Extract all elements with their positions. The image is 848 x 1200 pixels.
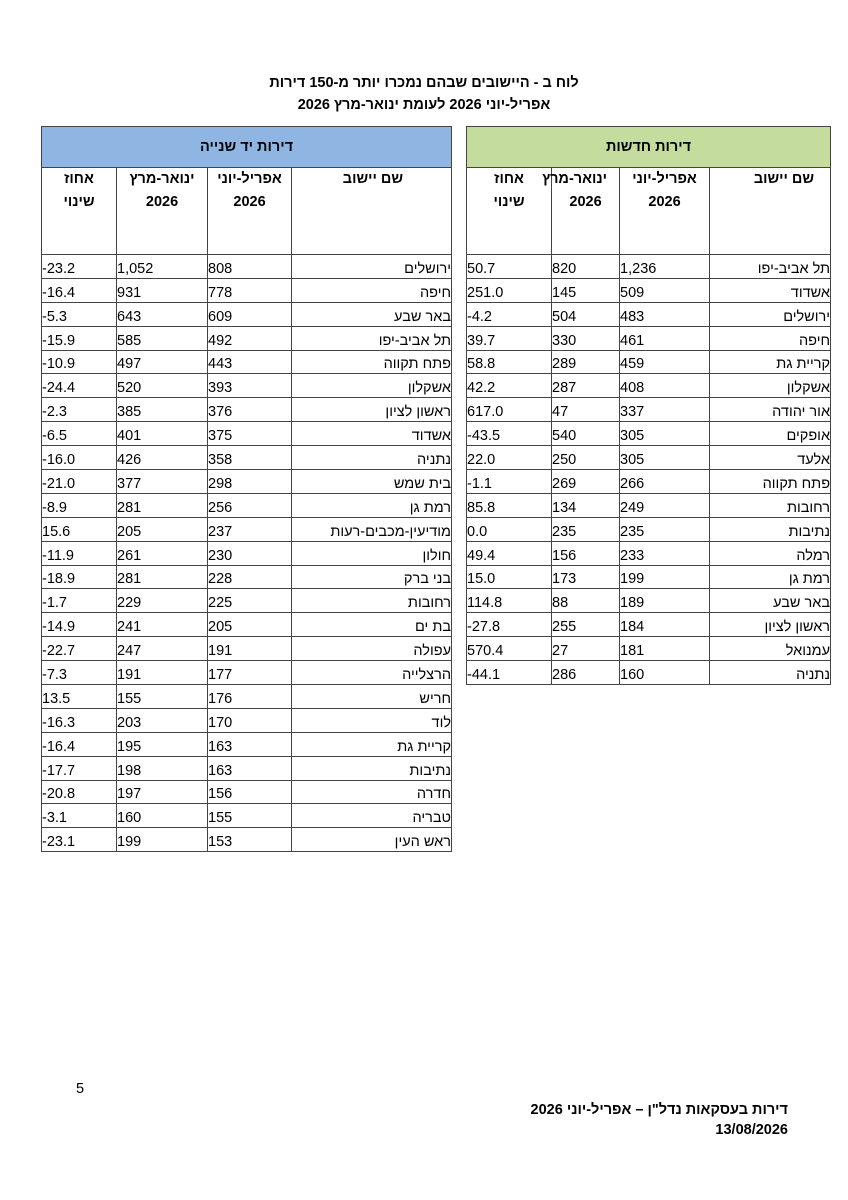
change-percent-cell: -3.1 bbox=[42, 804, 117, 828]
table-row bbox=[42, 661, 452, 685]
change-percent-cell: -18.9 bbox=[42, 565, 117, 589]
apr-jun-cell: 375 bbox=[208, 422, 292, 446]
jan-mar-cell: 173 bbox=[552, 565, 620, 589]
jan-mar-cell: 155 bbox=[117, 685, 208, 709]
jan-mar-cell: 820 bbox=[552, 255, 620, 279]
change-percent-cell: -44.1 bbox=[467, 661, 552, 685]
change-percent-cell: -23.1 bbox=[42, 828, 117, 852]
apr-jun-cell: 228 bbox=[208, 565, 292, 589]
jan-mar-cell: 426 bbox=[117, 446, 208, 470]
jan-mar-cell: 229 bbox=[117, 589, 208, 613]
settlement-name-cell: נתניה bbox=[292, 446, 452, 470]
change-percent-cell: 114.8 bbox=[467, 589, 552, 613]
jan-mar-cell: 286 bbox=[552, 661, 620, 685]
jan-mar-cell: 931 bbox=[117, 278, 208, 302]
apr-jun-cell: 305 bbox=[620, 446, 710, 470]
table-row bbox=[42, 804, 452, 828]
jan-mar-cell: 191 bbox=[117, 661, 208, 685]
table-row bbox=[42, 828, 452, 852]
jan-mar-cell: 241 bbox=[117, 613, 208, 637]
change-percent-cell: -17.7 bbox=[42, 756, 117, 780]
settlement-name-cell: פתח תקווה bbox=[710, 470, 831, 494]
apr-jun-cell: 189 bbox=[620, 589, 710, 613]
apr-jun-cell: 1,236 bbox=[620, 255, 710, 279]
jan-mar-cell: 27 bbox=[552, 637, 620, 661]
settlement-name-cell: תל אביב-יפו bbox=[292, 326, 452, 350]
jan-mar-cell: 643 bbox=[117, 302, 208, 326]
apr-jun-cell: 337 bbox=[620, 398, 710, 422]
change-percent-cell: -43.5 bbox=[467, 422, 552, 446]
header-jan-mar: ינואר-מרץ 2026 bbox=[552, 168, 620, 255]
apr-jun-cell: 358 bbox=[208, 446, 292, 470]
settlement-name-cell: ירושלים bbox=[710, 302, 831, 326]
table-row bbox=[467, 661, 831, 685]
jan-mar-cell: 235 bbox=[552, 517, 620, 541]
table-row bbox=[42, 708, 452, 732]
table-row bbox=[467, 541, 831, 565]
footer-date: 13/08/2026 bbox=[715, 1122, 788, 1138]
apr-jun-cell: 492 bbox=[208, 326, 292, 350]
table-row bbox=[42, 350, 452, 374]
change-percent-cell: 570.4 bbox=[467, 637, 552, 661]
apr-jun-cell: 266 bbox=[620, 470, 710, 494]
change-percent-cell: -6.5 bbox=[42, 422, 117, 446]
change-percent-cell: 617.0 bbox=[467, 398, 552, 422]
jan-mar-cell: 88 bbox=[552, 589, 620, 613]
change-percent-cell: 50.7 bbox=[467, 255, 552, 279]
table-row bbox=[467, 589, 831, 613]
apr-jun-cell: 156 bbox=[208, 780, 292, 804]
settlement-name-cell: בית שמש bbox=[292, 470, 452, 494]
apr-jun-cell: 184 bbox=[620, 613, 710, 637]
settlement-name-cell: אשדוד bbox=[292, 422, 452, 446]
table-row bbox=[42, 470, 452, 494]
jan-mar-cell: 205 bbox=[117, 517, 208, 541]
settlement-name-cell: נתיבות bbox=[710, 517, 831, 541]
settlement-name-cell: רמת גן bbox=[292, 493, 452, 517]
settlement-name-cell: הרצלייה bbox=[292, 661, 452, 685]
change-percent-cell: -16.3 bbox=[42, 708, 117, 732]
change-percent-cell: -2.3 bbox=[42, 398, 117, 422]
settlement-name-cell: תל אביב-יפו bbox=[710, 255, 831, 279]
apr-jun-cell: 778 bbox=[208, 278, 292, 302]
settlement-name-cell: בת ים bbox=[292, 613, 452, 637]
table-row bbox=[42, 374, 452, 398]
apr-jun-cell: 153 bbox=[208, 828, 292, 852]
table-row bbox=[467, 637, 831, 661]
apr-jun-cell: 191 bbox=[208, 637, 292, 661]
settlement-name-cell: פתח תקווה bbox=[292, 350, 452, 374]
jan-mar-cell: 199 bbox=[117, 828, 208, 852]
table-row bbox=[467, 470, 831, 494]
table-row bbox=[42, 278, 452, 302]
table-row bbox=[42, 780, 452, 804]
settlement-name-cell: ראש העין bbox=[292, 828, 452, 852]
used-apartments-rows bbox=[42, 255, 452, 852]
apr-jun-cell: 176 bbox=[208, 685, 292, 709]
settlement-name-cell: אשקלון bbox=[292, 374, 452, 398]
apr-jun-cell: 459 bbox=[620, 350, 710, 374]
jan-mar-cell: 281 bbox=[117, 493, 208, 517]
table-row bbox=[467, 350, 831, 374]
settlement-name-cell: אור יהודה bbox=[710, 398, 831, 422]
table-row bbox=[42, 613, 452, 637]
table-row bbox=[42, 589, 452, 613]
table-row bbox=[42, 565, 452, 589]
change-percent-cell: 251.0 bbox=[467, 278, 552, 302]
jan-mar-cell: 520 bbox=[117, 374, 208, 398]
table-title bbox=[0, 72, 848, 116]
table-row bbox=[467, 302, 831, 326]
jan-mar-cell: 145 bbox=[552, 278, 620, 302]
change-percent-cell: -16.4 bbox=[42, 732, 117, 756]
jan-mar-cell: 134 bbox=[552, 493, 620, 517]
table-row bbox=[42, 446, 452, 470]
settlement-name-cell: בני ברק bbox=[292, 565, 452, 589]
apr-jun-cell: 808 bbox=[208, 255, 292, 279]
settlement-name-cell: באר שבע bbox=[292, 302, 452, 326]
jan-mar-cell: 540 bbox=[552, 422, 620, 446]
table-row bbox=[467, 422, 831, 446]
apr-jun-cell: 393 bbox=[208, 374, 292, 398]
settlement-name-cell: רחובות bbox=[292, 589, 452, 613]
jan-mar-cell: 585 bbox=[117, 326, 208, 350]
jan-mar-cell: 385 bbox=[117, 398, 208, 422]
change-percent-cell: -24.4 bbox=[42, 374, 117, 398]
jan-mar-cell: 203 bbox=[117, 708, 208, 732]
change-percent-cell: 42.2 bbox=[467, 374, 552, 398]
change-percent-cell: 49.4 bbox=[467, 541, 552, 565]
used-apartments-band: דירות יד שנייה bbox=[42, 127, 452, 168]
jan-mar-cell: 250 bbox=[552, 446, 620, 470]
apr-jun-cell: 298 bbox=[208, 470, 292, 494]
apr-jun-cell: 163 bbox=[208, 756, 292, 780]
settlement-name-cell: חולון bbox=[292, 541, 452, 565]
table-row bbox=[42, 637, 452, 661]
settlement-name-cell: באר שבע bbox=[710, 589, 831, 613]
new-apartments-table bbox=[466, 126, 831, 685]
header-apr-jun: אפריל-יוני 2026 bbox=[620, 168, 710, 255]
change-percent-cell: 15.0 bbox=[467, 565, 552, 589]
settlement-name-cell: אשדוד bbox=[710, 278, 831, 302]
change-percent-cell: -22.7 bbox=[42, 637, 117, 661]
change-percent-cell: 58.8 bbox=[467, 350, 552, 374]
settlement-name-cell: ראשון לציון bbox=[710, 613, 831, 637]
apr-jun-cell: 609 bbox=[208, 302, 292, 326]
settlement-name-cell: חיפה bbox=[292, 278, 452, 302]
change-percent-cell: -14.9 bbox=[42, 613, 117, 637]
change-percent-cell: -8.9 bbox=[42, 493, 117, 517]
header-change-percent: אחוז שינוי bbox=[467, 168, 552, 255]
change-percent-cell: -7.3 bbox=[42, 661, 117, 685]
jan-mar-cell: 330 bbox=[552, 326, 620, 350]
table-row bbox=[42, 398, 452, 422]
jan-mar-cell: 1,052 bbox=[117, 255, 208, 279]
change-percent-cell: -20.8 bbox=[42, 780, 117, 804]
header-settlement-name: שם יישוב bbox=[292, 168, 452, 255]
settlement-name-cell: עפולה bbox=[292, 637, 452, 661]
jan-mar-cell: 504 bbox=[552, 302, 620, 326]
header-jan-mar: ינואר-מרץ 2026 bbox=[117, 168, 208, 255]
apr-jun-cell: 408 bbox=[620, 374, 710, 398]
change-percent-cell: -21.0 bbox=[42, 470, 117, 494]
settlement-name-cell: ראשון לציון bbox=[292, 398, 452, 422]
new-apartments-rows bbox=[467, 255, 831, 685]
settlement-name-cell: חדרה bbox=[292, 780, 452, 804]
apr-jun-cell: 181 bbox=[620, 637, 710, 661]
jan-mar-cell: 195 bbox=[117, 732, 208, 756]
table-row bbox=[42, 732, 452, 756]
change-percent-cell: 39.7 bbox=[467, 326, 552, 350]
jan-mar-cell: 160 bbox=[117, 804, 208, 828]
settlement-name-cell: חריש bbox=[292, 685, 452, 709]
table-row bbox=[42, 422, 452, 446]
table-row bbox=[42, 685, 452, 709]
jan-mar-cell: 401 bbox=[117, 422, 208, 446]
apr-jun-cell: 199 bbox=[620, 565, 710, 589]
apr-jun-cell: 230 bbox=[208, 541, 292, 565]
apr-jun-cell: 155 bbox=[208, 804, 292, 828]
jan-mar-cell: 497 bbox=[117, 350, 208, 374]
jan-mar-cell: 247 bbox=[117, 637, 208, 661]
table-row bbox=[467, 517, 831, 541]
apr-jun-cell: 376 bbox=[208, 398, 292, 422]
apr-jun-cell: 160 bbox=[620, 661, 710, 685]
table-row bbox=[467, 446, 831, 470]
settlement-name-cell: אופקים bbox=[710, 422, 831, 446]
table-row bbox=[42, 756, 452, 780]
change-percent-cell: -16.0 bbox=[42, 446, 117, 470]
table-row bbox=[467, 278, 831, 302]
table-row bbox=[42, 302, 452, 326]
change-percent-cell: 85.8 bbox=[467, 493, 552, 517]
page-number: 5 bbox=[76, 1081, 85, 1097]
header-change-percent: אחוז שינוי bbox=[42, 168, 117, 255]
apr-jun-cell: 483 bbox=[620, 302, 710, 326]
table-row bbox=[467, 565, 831, 589]
used-apartments-table bbox=[41, 126, 452, 852]
settlement-name-cell: נתיבות bbox=[292, 756, 452, 780]
change-percent-cell: 15.6 bbox=[42, 517, 117, 541]
settlement-name-cell: עמנואל bbox=[710, 637, 831, 661]
settlement-name-cell: אלעד bbox=[710, 446, 831, 470]
change-percent-cell: -1.7 bbox=[42, 589, 117, 613]
jan-mar-cell: 269 bbox=[552, 470, 620, 494]
table-row bbox=[467, 374, 831, 398]
jan-mar-cell: 261 bbox=[117, 541, 208, 565]
change-percent-cell: 22.0 bbox=[467, 446, 552, 470]
apr-jun-cell: 205 bbox=[208, 613, 292, 637]
change-percent-cell: -10.9 bbox=[42, 350, 117, 374]
jan-mar-cell: 197 bbox=[117, 780, 208, 804]
apr-jun-cell: 233 bbox=[620, 541, 710, 565]
footer-publication-title: דירות בעסקאות נדל"ן – אפריל-יוני 2026 bbox=[530, 1102, 788, 1118]
settlement-name-cell: רמלה bbox=[710, 541, 831, 565]
apr-jun-cell: 225 bbox=[208, 589, 292, 613]
jan-mar-cell: 156 bbox=[552, 541, 620, 565]
jan-mar-cell: 377 bbox=[117, 470, 208, 494]
table-row bbox=[467, 493, 831, 517]
change-percent-cell: -1.1 bbox=[467, 470, 552, 494]
table-row bbox=[42, 517, 452, 541]
change-percent-cell: -15.9 bbox=[42, 326, 117, 350]
jan-mar-cell: 281 bbox=[117, 565, 208, 589]
header-settlement-name: שם יישוב bbox=[710, 168, 831, 255]
table-row bbox=[42, 493, 452, 517]
header-apr-jun: אפריל-יוני 2026 bbox=[208, 168, 292, 255]
footer bbox=[531, 1100, 788, 1140]
apr-jun-cell: 461 bbox=[620, 326, 710, 350]
table-row bbox=[42, 326, 452, 350]
jan-mar-cell: 287 bbox=[552, 374, 620, 398]
apr-jun-cell: 256 bbox=[208, 493, 292, 517]
apr-jun-cell: 249 bbox=[620, 493, 710, 517]
change-percent-cell: -27.8 bbox=[467, 613, 552, 637]
change-percent-cell: -5.3 bbox=[42, 302, 117, 326]
settlement-name-cell: קריית גת bbox=[292, 732, 452, 756]
settlement-name-cell: ירושלים bbox=[292, 255, 452, 279]
change-percent-cell: -16.4 bbox=[42, 278, 117, 302]
apr-jun-cell: 170 bbox=[208, 708, 292, 732]
change-percent-cell: 13.5 bbox=[42, 685, 117, 709]
settlement-name-cell: טבריה bbox=[292, 804, 452, 828]
apr-jun-cell: 305 bbox=[620, 422, 710, 446]
settlement-name-cell: רמת גן bbox=[710, 565, 831, 589]
settlement-name-cell: לוד bbox=[292, 708, 452, 732]
table-title-line1: לוח ב - היישובים שבהם נמכרו יותר מ-150 דירות bbox=[269, 75, 579, 91]
table-row bbox=[42, 541, 452, 565]
apr-jun-cell: 509 bbox=[620, 278, 710, 302]
settlement-name-cell: רחובות bbox=[710, 493, 831, 517]
apr-jun-cell: 163 bbox=[208, 732, 292, 756]
change-percent-cell: -4.2 bbox=[467, 302, 552, 326]
apr-jun-cell: 443 bbox=[208, 350, 292, 374]
table-row bbox=[467, 613, 831, 637]
change-percent-cell: -23.2 bbox=[42, 255, 117, 279]
table-row bbox=[42, 255, 452, 279]
settlement-name-cell: קריית גת bbox=[710, 350, 831, 374]
jan-mar-cell: 289 bbox=[552, 350, 620, 374]
jan-mar-cell: 198 bbox=[117, 756, 208, 780]
table-title-line2: אפריל-יוני 2026 לעומת ינואר-מרץ 2026 bbox=[297, 97, 551, 113]
new-apartments-band: דירות חדשות bbox=[467, 127, 831, 168]
settlement-name-cell: חיפה bbox=[710, 326, 831, 350]
table-row bbox=[467, 255, 831, 279]
table-row bbox=[467, 326, 831, 350]
settlement-name-cell: אשקלון bbox=[710, 374, 831, 398]
table-row bbox=[467, 398, 831, 422]
jan-mar-cell: 47 bbox=[552, 398, 620, 422]
apr-jun-cell: 235 bbox=[620, 517, 710, 541]
apr-jun-cell: 177 bbox=[208, 661, 292, 685]
apr-jun-cell: 237 bbox=[208, 517, 292, 541]
jan-mar-cell: 255 bbox=[552, 613, 620, 637]
change-percent-cell: -11.9 bbox=[42, 541, 117, 565]
change-percent-cell: 0.0 bbox=[467, 517, 552, 541]
settlement-name-cell: נתניה bbox=[710, 661, 831, 685]
settlement-name-cell: מודיעין-מכבים-רעות bbox=[292, 517, 452, 541]
